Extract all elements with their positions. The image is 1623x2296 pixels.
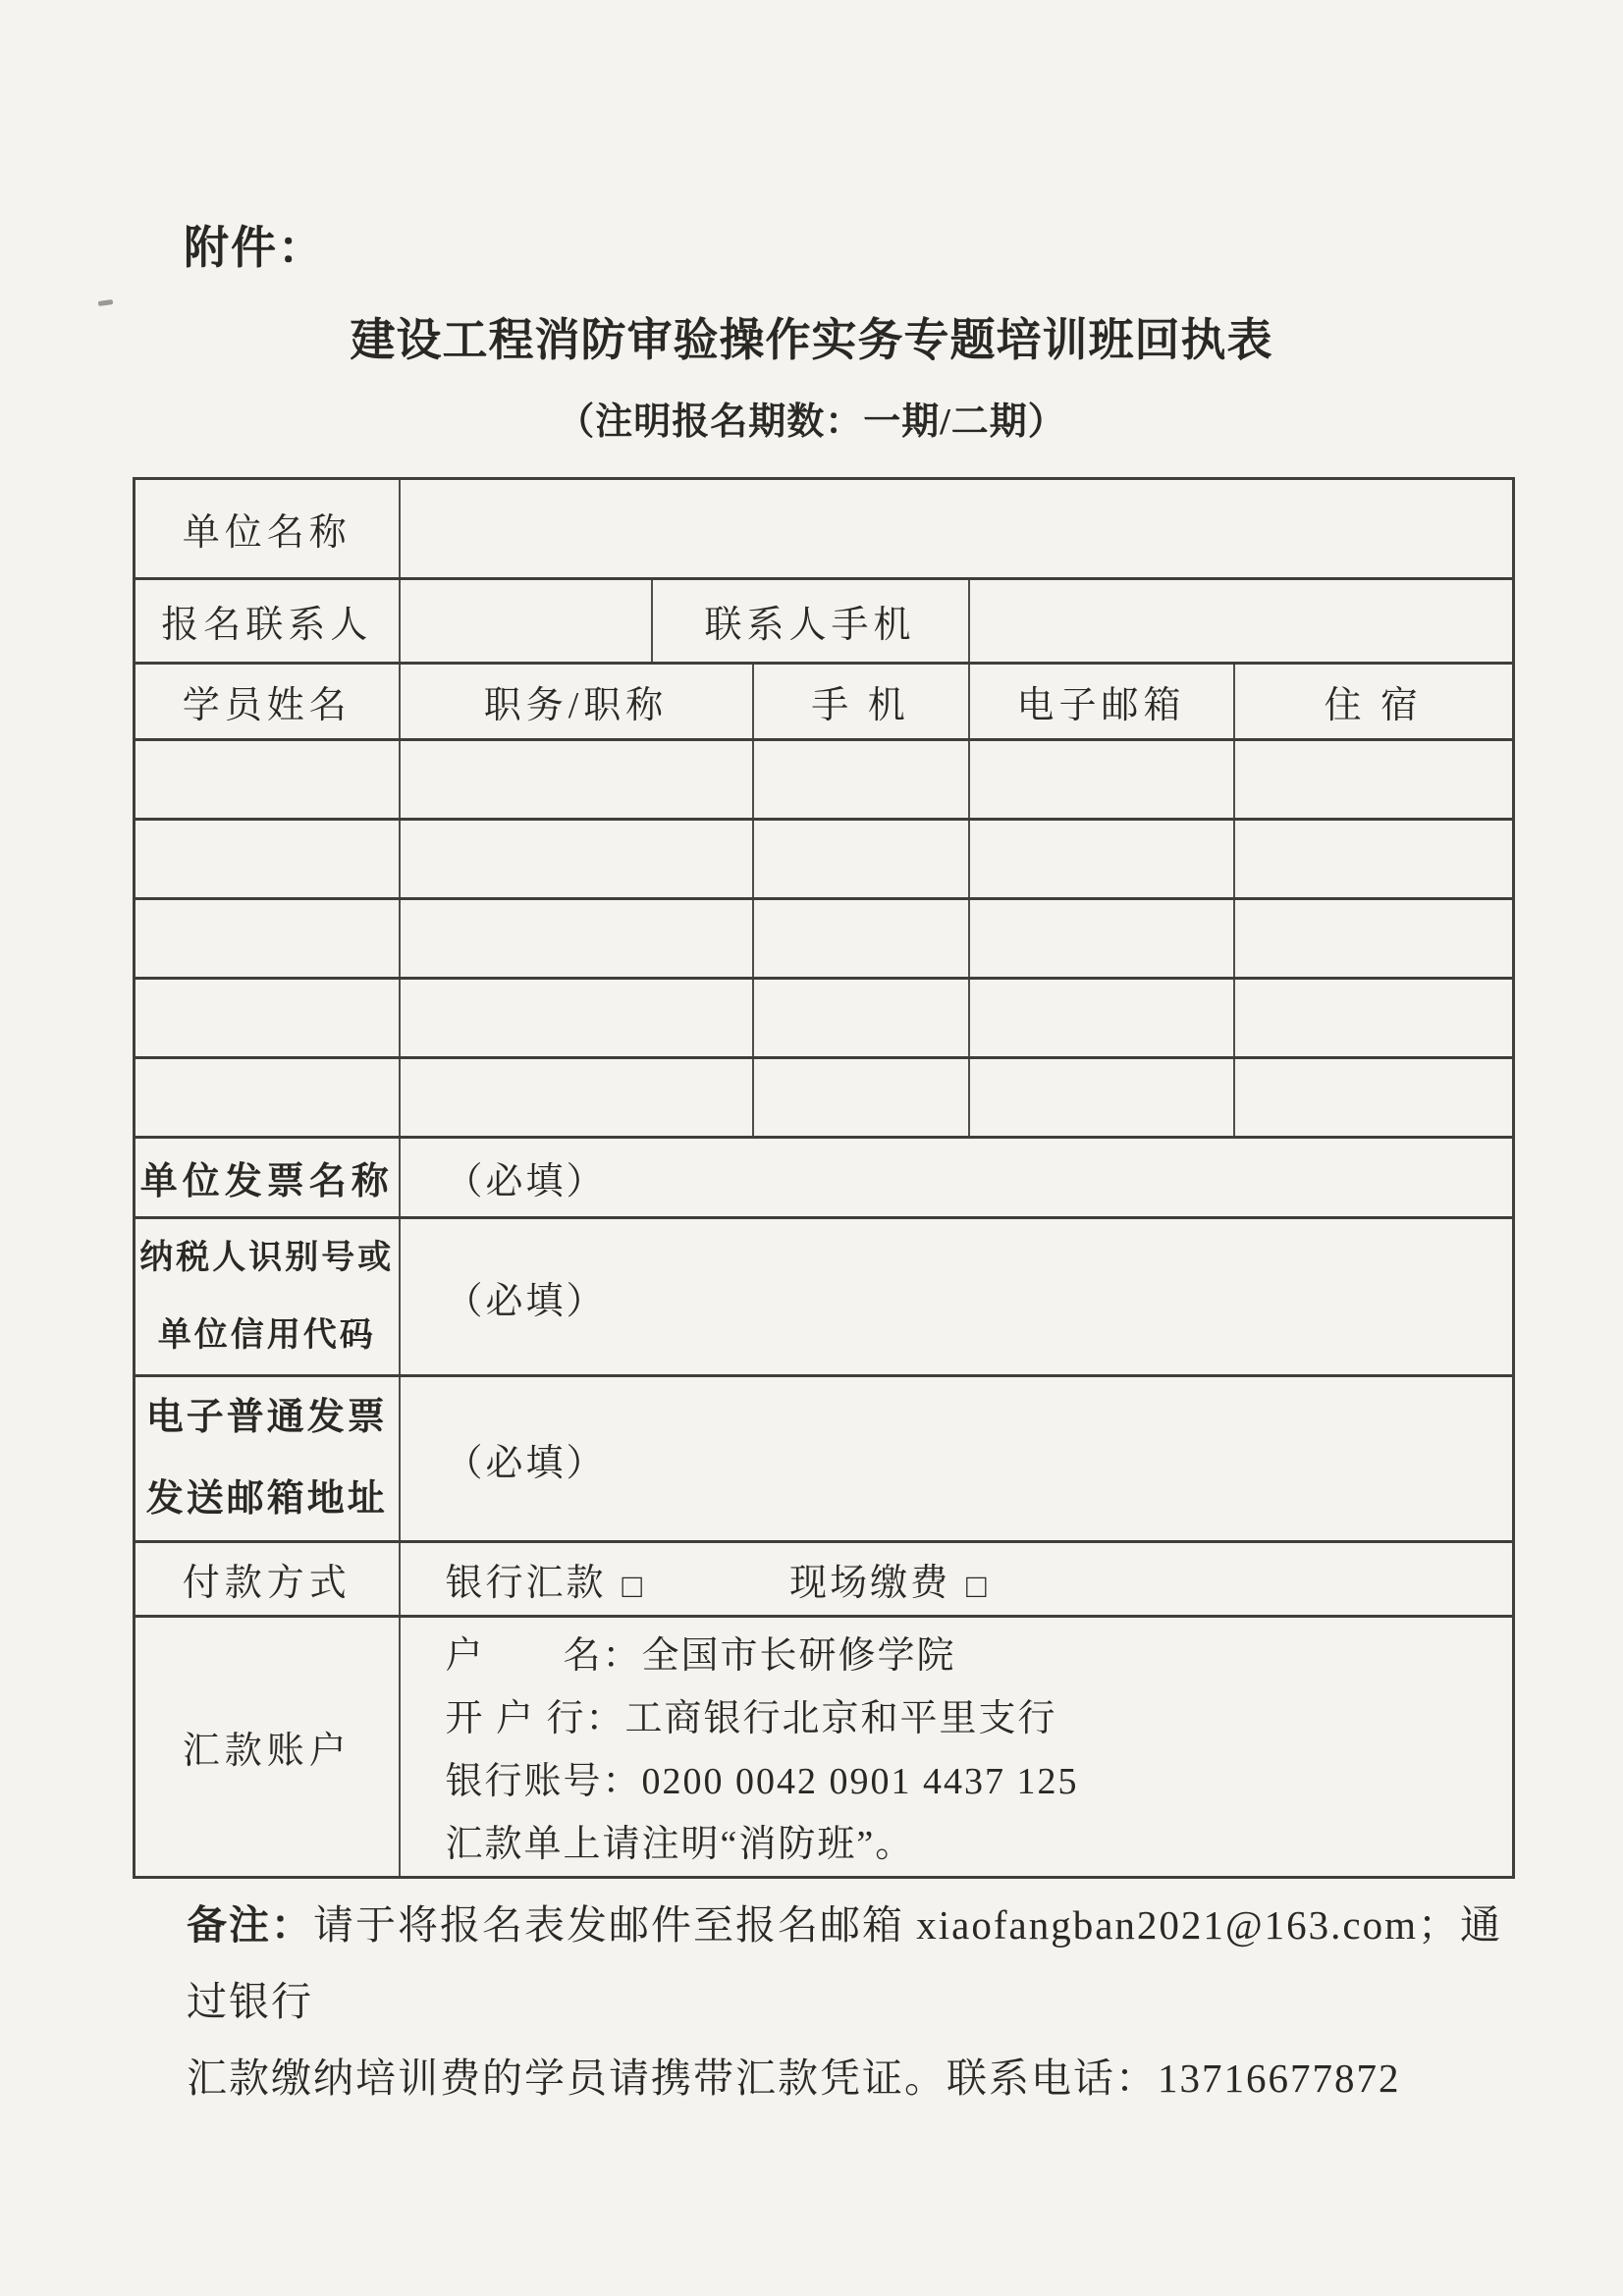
remittance-account-label: 汇款账户: [135, 1617, 400, 1878]
student-email-cell[interactable]: [969, 899, 1234, 979]
payment-method-label: 付款方式: [135, 1542, 400, 1617]
contact-input-cell[interactable]: [400, 579, 652, 664]
taxpayer-id-row: [135, 1218, 1514, 1376]
student-mobile-cell[interactable]: [753, 740, 969, 820]
student-accommodation-cell[interactable]: [1234, 979, 1514, 1058]
einvoice-email-row: [135, 1376, 1514, 1542]
invoice-name-row: [135, 1138, 1514, 1218]
student-name-cell[interactable]: [135, 899, 400, 979]
page-title: 建设工程消防审验操作实务专题培训班回执表: [350, 315, 1273, 365]
remit-account-name-line: 户 名：全国市长研修学院: [445, 1634, 956, 1677]
students-header-row: [135, 664, 1514, 740]
student-email-cell[interactable]: [969, 740, 1234, 820]
remit-bank-branch-line: 开 户 行：工商银行北京和平里支行: [445, 1697, 1057, 1739]
header-mobile: 手 机: [753, 664, 969, 740]
unit-name-label: 单位名称: [135, 479, 400, 579]
taxpayer-id-input-cell[interactable]: （必填）: [400, 1218, 1514, 1376]
taxpayer-id-label-line2: 单位信用代码: [157, 1317, 376, 1354]
student-name-cell[interactable]: [135, 740, 400, 820]
einvoice-email-input-cell[interactable]: （必填）: [400, 1376, 1514, 1542]
student-row: [135, 1058, 1514, 1138]
student-accommodation-cell[interactable]: [1234, 1058, 1514, 1138]
contact-phone-input-cell[interactable]: [969, 579, 1514, 664]
footer-notes: [187, 1887, 1512, 2116]
notes-line1: [187, 1887, 1512, 2040]
student-row: [135, 740, 1514, 820]
student-name-cell[interactable]: [135, 820, 400, 899]
payment-options-cell: [400, 1542, 1514, 1617]
registration-form-table: [133, 477, 1515, 1879]
student-row: [135, 899, 1514, 979]
remit-account-number-line: 银行账号：0200 0042 0901 4437 125: [445, 1760, 1079, 1802]
notes-line1-text: 请于将报名表发邮件至报名邮箱 xiaofangban2021@163.com；通过银行: [187, 1902, 1502, 2024]
student-mobile-cell[interactable]: [753, 899, 969, 979]
bank-transfer-option-label: 银行汇款: [445, 1563, 607, 1604]
student-email-cell[interactable]: [969, 820, 1234, 899]
invoice-name-input-cell[interactable]: （必填）: [400, 1138, 1514, 1218]
student-accommodation-cell[interactable]: [1234, 740, 1514, 820]
remittance-account-details: [400, 1617, 1514, 1878]
student-position-cell[interactable]: [400, 899, 753, 979]
einvoice-email-label-line1: 电子普通发票: [145, 1397, 388, 1438]
student-position-cell[interactable]: [400, 1058, 753, 1138]
student-name-cell[interactable]: [135, 979, 400, 1058]
einvoice-email-label-line2: 发送邮箱地址: [145, 1478, 388, 1520]
onsite-payment-checkbox-icon[interactable]: □: [966, 1569, 987, 1605]
student-name-cell[interactable]: [135, 1058, 400, 1138]
onsite-payment-option-label: 现场缴费: [789, 1563, 951, 1604]
student-email-cell[interactable]: [969, 979, 1234, 1058]
bank-transfer-checkbox-icon[interactable]: □: [622, 1569, 643, 1605]
contact-label: 报名联系人: [135, 579, 400, 664]
taxpayer-id-label-line1: 纳税人识别号或: [139, 1240, 395, 1276]
header-position-title: 职务/职称: [400, 664, 753, 740]
notes-prefix: 备注：: [187, 1902, 313, 1948]
student-row: [135, 979, 1514, 1058]
unit-name-input-cell[interactable]: [400, 479, 1514, 579]
contact-phone-label: 联系人手机: [652, 579, 969, 664]
payment-method-row: [135, 1542, 1514, 1617]
student-row: [135, 820, 1514, 899]
header-email: 电子邮箱: [969, 664, 1234, 740]
einvoice-email-label: [135, 1376, 400, 1542]
notes-line2: 汇款缴纳培训费的学员请携带汇款凭证。联系电话：13716677872: [187, 2056, 1401, 2101]
invoice-name-label: 单位发票名称: [135, 1138, 400, 1218]
remittance-account-row: [135, 1617, 1514, 1878]
header-student-name: 学员姓名: [135, 664, 400, 740]
page-subtitle: （注明报名期数：一期/二期）: [557, 401, 1066, 443]
contact-row: [135, 579, 1514, 664]
student-accommodation-cell[interactable]: [1234, 820, 1514, 899]
student-mobile-cell[interactable]: [753, 979, 969, 1058]
taxpayer-id-label: [135, 1218, 400, 1376]
student-mobile-cell[interactable]: [753, 820, 969, 899]
attachment-label: 附件：: [184, 223, 325, 273]
unit-name-row: [135, 479, 1514, 579]
student-email-cell[interactable]: [969, 1058, 1234, 1138]
remit-memo-line: 汇款单上请注明“消防班”。: [445, 1823, 915, 1865]
student-mobile-cell[interactable]: [753, 1058, 969, 1138]
student-position-cell[interactable]: [400, 979, 753, 1058]
student-accommodation-cell[interactable]: [1234, 899, 1514, 979]
student-position-cell[interactable]: [400, 820, 753, 899]
student-position-cell[interactable]: [400, 740, 753, 820]
header-accommodation: 住 宿: [1234, 664, 1514, 740]
